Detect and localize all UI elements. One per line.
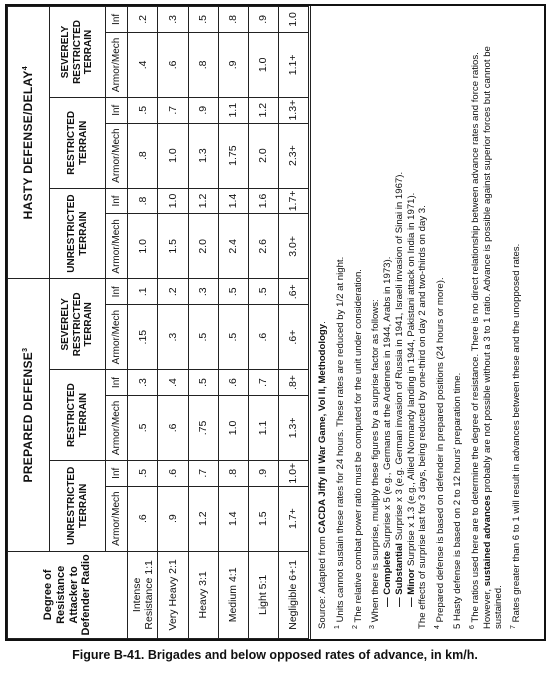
rate-cell: 2.4 [218, 214, 248, 279]
note-1-text: Units cannot sustain these rates for 24 hours. These rates are reduced by 1/2 at night. [334, 256, 346, 623]
note-2: $^2$ The relative combat power ratio must be computed for the unit under consideration. [351, 269, 364, 629]
rate-cell: 3.0+ [278, 214, 308, 279]
table-row [128, 7, 158, 639]
inf-header: Inf [106, 279, 128, 305]
rate-cell: .5 [128, 97, 158, 123]
rate-cell: .2 [158, 279, 188, 305]
rate-cell: 2.0 [248, 123, 278, 188]
rate-cell: .5 [218, 279, 248, 305]
rate-cell: .9 [248, 460, 278, 486]
note-4: $^4$ Prepared defense is based on defender in prepared positions (24 hours or more). [434, 277, 447, 629]
inf-header: Inf [106, 188, 128, 214]
terrain-header: SEVERELY RESTRICTED TERRAIN [50, 7, 106, 98]
armor-mech-header: Armor/Mech [106, 305, 128, 370]
row-label: Very Heavy 2:1 [158, 551, 188, 638]
note-5: 5 Hasty defense is based on 2 to 12 hours' preparation time. [452, 372, 464, 629]
rate-cell: 1.0 [248, 32, 278, 97]
rate-cell: 1.0 [128, 214, 158, 279]
note-7: $^7$ Rates greater than 6 to 1 will result in advances between these and the unopposed rates. [510, 243, 523, 629]
rate-cell: .7 [188, 460, 218, 486]
rate-cell: 1.1+ [278, 32, 308, 97]
rate-cell: 1.3 [188, 123, 218, 188]
rate-cell: .6 [158, 32, 188, 97]
rate-cell: .6+ [278, 279, 308, 305]
terrain-header: RESTRICTED TERRAIN [50, 97, 106, 188]
source-title: CACDA Jiffy III War Game, Vol II, Methodology [317, 323, 328, 534]
armor-mech-header: Armor/Mech [106, 32, 128, 97]
rate-cell: .7 [248, 370, 278, 396]
note-3-tail: The effects of surprise last for 3 days, being reducted by one-third on day 2 and two-thirds on day 3. [417, 205, 429, 629]
terrain-header: UNRESTRICTED TERRAIN [50, 460, 106, 551]
rate-cell: 1.1 [218, 97, 248, 123]
note-6-text-a: The ratios used here are to determine the degree of resistance. There is no direct relationship between advance rates and force ratios. However, [469, 52, 493, 629]
rates-table [7, 6, 309, 639]
source-note [317, 12, 329, 629]
group-footnote: 4 [21, 66, 29, 71]
figure-caption: Figure B-41. Brigades and below opposed rates of advance, in km/h. [72, 648, 478, 662]
rate-cell: 1.4 [218, 188, 248, 214]
rate-cell: 1.3+ [278, 395, 308, 460]
rate-cell: 1.0+ [278, 460, 308, 486]
rate-cell: .4 [158, 370, 188, 396]
table-row [248, 7, 278, 639]
rate-cell: .1 [128, 279, 158, 305]
source-prefix: Source: Adapted from [317, 533, 328, 629]
armor-mech-header: Armor/Mech [106, 486, 128, 551]
source-suffix: . [317, 321, 328, 324]
rate-cell: .5 [188, 370, 218, 396]
rate-cell: .8 [218, 7, 248, 33]
armor-mech-header: Armor/Mech [106, 395, 128, 460]
rate-cell: 1.5 [158, 214, 188, 279]
rate-cell: .9 [248, 7, 278, 33]
terrain-header: RESTRICTED TERRAIN [50, 370, 106, 461]
rate-cell: .2 [128, 7, 158, 33]
inf-header: Inf [106, 460, 128, 486]
rate-cell: 1.4 [218, 486, 248, 551]
note-1: $^1$ Units cannot sustain these rates for 24 hours. These rates are reduced by 1/2 at night. [333, 256, 346, 629]
rate-cell: .3 [128, 370, 158, 396]
rate-cell: .3 [158, 7, 188, 33]
armor-mech-header: Armor/Mech [106, 214, 128, 279]
rate-cell: 1.0 [158, 123, 188, 188]
note-3-intro: When there is surprise, multiply these figures by a surprise factor as follows: [370, 299, 382, 623]
row-label: Heavy 3:1 [188, 551, 218, 638]
rate-cell: .5 [188, 305, 218, 370]
rate-cell: .6 [218, 370, 248, 396]
rate-cell: .8 [188, 32, 218, 97]
note-6-bold: sustained advances [481, 495, 493, 587]
row-header: Degree of Resistance Attacker to Defender Radio [8, 551, 128, 638]
surprise-minor-text: Surprise x 1.3 (e.g., Allied Normandy landing in 1944, Pakistani attack on India in 1971). [405, 192, 417, 569]
rate-cell: 1.7+ [278, 188, 308, 214]
rate-cell: .5 [128, 460, 158, 486]
rate-cell: 2.0 [188, 214, 218, 279]
table-row [278, 7, 308, 639]
note-7-text: Rates greater than 6 to 1 will result in advances between these and the unopposed rates. [511, 243, 523, 623]
rate-cell: .6+ [278, 305, 308, 370]
rate-cell: .5 [128, 395, 158, 460]
rate-cell: .5 [188, 7, 218, 33]
inf-header: Inf [106, 7, 128, 33]
note-6-text-b: probably are not possible without a 3 to 1 ratio. Advance is possible against superior forces but cannot be sustained. [481, 46, 505, 629]
rate-cell: .8 [128, 123, 158, 188]
rate-cell: 1.0 [218, 395, 248, 460]
table-row [158, 7, 188, 639]
rate-cell: 1.0 [158, 188, 188, 214]
rate-cell: .8+ [278, 370, 308, 396]
surprise-complete-text: Surprise x 5 (e.g., Germans at the Ardennes in 1944, Arabs in 1973). [382, 256, 394, 552]
rate-cell: .5 [218, 305, 248, 370]
rate-cell: 1.7+ [278, 486, 308, 551]
group-footnote: 3 [21, 347, 29, 352]
inf-header: Inf [106, 370, 128, 396]
rate-cell: .8 [128, 188, 158, 214]
note-4-text: Prepared defense is based on defender in prepared positions (24 hours or more). [435, 277, 447, 623]
rate-cell: 1.2 [248, 97, 278, 123]
rate-cell: .8 [218, 460, 248, 486]
rate-cell: .75 [188, 395, 218, 460]
note-3: $^3$ When there is surprise, multiply these figures by a surprise factor as follows: — Complete Surprise x 5 (e.g., Germans at the Ardennes in 1944, Arabs in 1973). — Substantial Surprise x 3 (e.g. German invasion of Russia in 1941, Israeli invasion of Sinai in 1967). — Minor Surprise x 1.3 (e.g., Allied Normandy landing in 1944, Pakistani attack on India in 1971). The effects of surprise last for 3 days, being reducted by one-third on day 2 and two-thirds on day 3. [369, 12, 429, 629]
surprise-minor-label: — Minor [405, 568, 417, 607]
rotated-table-region [7, 6, 544, 639]
rate-cell: 1.6 [248, 188, 278, 214]
note-5-text: Hasty defense is based on 2 to 12 hours' preparation time. [452, 372, 464, 621]
rate-cell: 1.5 [248, 486, 278, 551]
armor-mech-header: Armor/Mech [106, 123, 128, 188]
rate-cell: 2.6 [248, 214, 278, 279]
rate-cell: 1.2 [188, 188, 218, 214]
rate-cell: 1.0 [278, 7, 308, 33]
group-label: HASTY DEFENSE/DELAY [20, 70, 35, 220]
rate-cell: .15 [128, 305, 158, 370]
terrain-header: UNRESTRICTED TERRAIN [50, 188, 106, 279]
group-header-hasty [8, 7, 50, 279]
rate-cell: .9 [158, 486, 188, 551]
inf-header: Inf [106, 97, 128, 123]
surprise-substantial-text: Surprise x 3 (e.g. German invasion of Russia in 1941, Israeli invasion of Sinai in 1967). [394, 171, 406, 544]
rate-cell: .6 [128, 486, 158, 551]
rate-cell: .6 [158, 395, 188, 460]
figure-frame [5, 4, 546, 641]
surprise-substantial-label: — Substantial [394, 543, 406, 607]
note-6: $^6$ The ratios used here are to determine the degree of resistance. There is no direct relationship between advance rates and force ratios. However, sustained advances probably are not possible without a 3 to 1 ratio. Advance is possible against superior forces but cannot be sustained. [468, 46, 505, 629]
rate-cell: .6 [158, 460, 188, 486]
group-label: PREPARED DEFENSE [20, 351, 35, 483]
surprise-complete-label: — Complete [382, 551, 394, 607]
group-header-prepared [8, 279, 50, 551]
row-label: Negligible 6+:1 [278, 551, 308, 638]
rate-cell: 1.1 [248, 395, 278, 460]
rate-cell: 1.3+ [278, 97, 308, 123]
table-row [188, 7, 218, 639]
rate-cell: .3 [158, 305, 188, 370]
rate-cell: .9 [218, 32, 248, 97]
rate-cell: .6 [248, 305, 278, 370]
rate-cell: 1.2 [188, 486, 218, 551]
rate-cell: .3 [188, 279, 218, 305]
rate-cell: .4 [128, 32, 158, 97]
rate-cell: .9 [188, 97, 218, 123]
rate-cell: .5 [248, 279, 278, 305]
note-2-text: The relative combat power ratio must be computed for the unit under consideration. [352, 269, 364, 623]
notes-section [310, 6, 544, 639]
row-label: Intense Resistance 1:1 [128, 551, 158, 638]
table-row [218, 7, 248, 639]
terrain-header: SEVERELY RESTRICTED TERRAIN [50, 279, 106, 370]
rate-cell: .7 [158, 97, 188, 123]
rate-cell: 1.75 [218, 123, 248, 188]
rate-cell: 2.3+ [278, 123, 308, 188]
row-label: Light 5:1 [248, 551, 278, 638]
row-label: Medium 4:1 [218, 551, 248, 638]
